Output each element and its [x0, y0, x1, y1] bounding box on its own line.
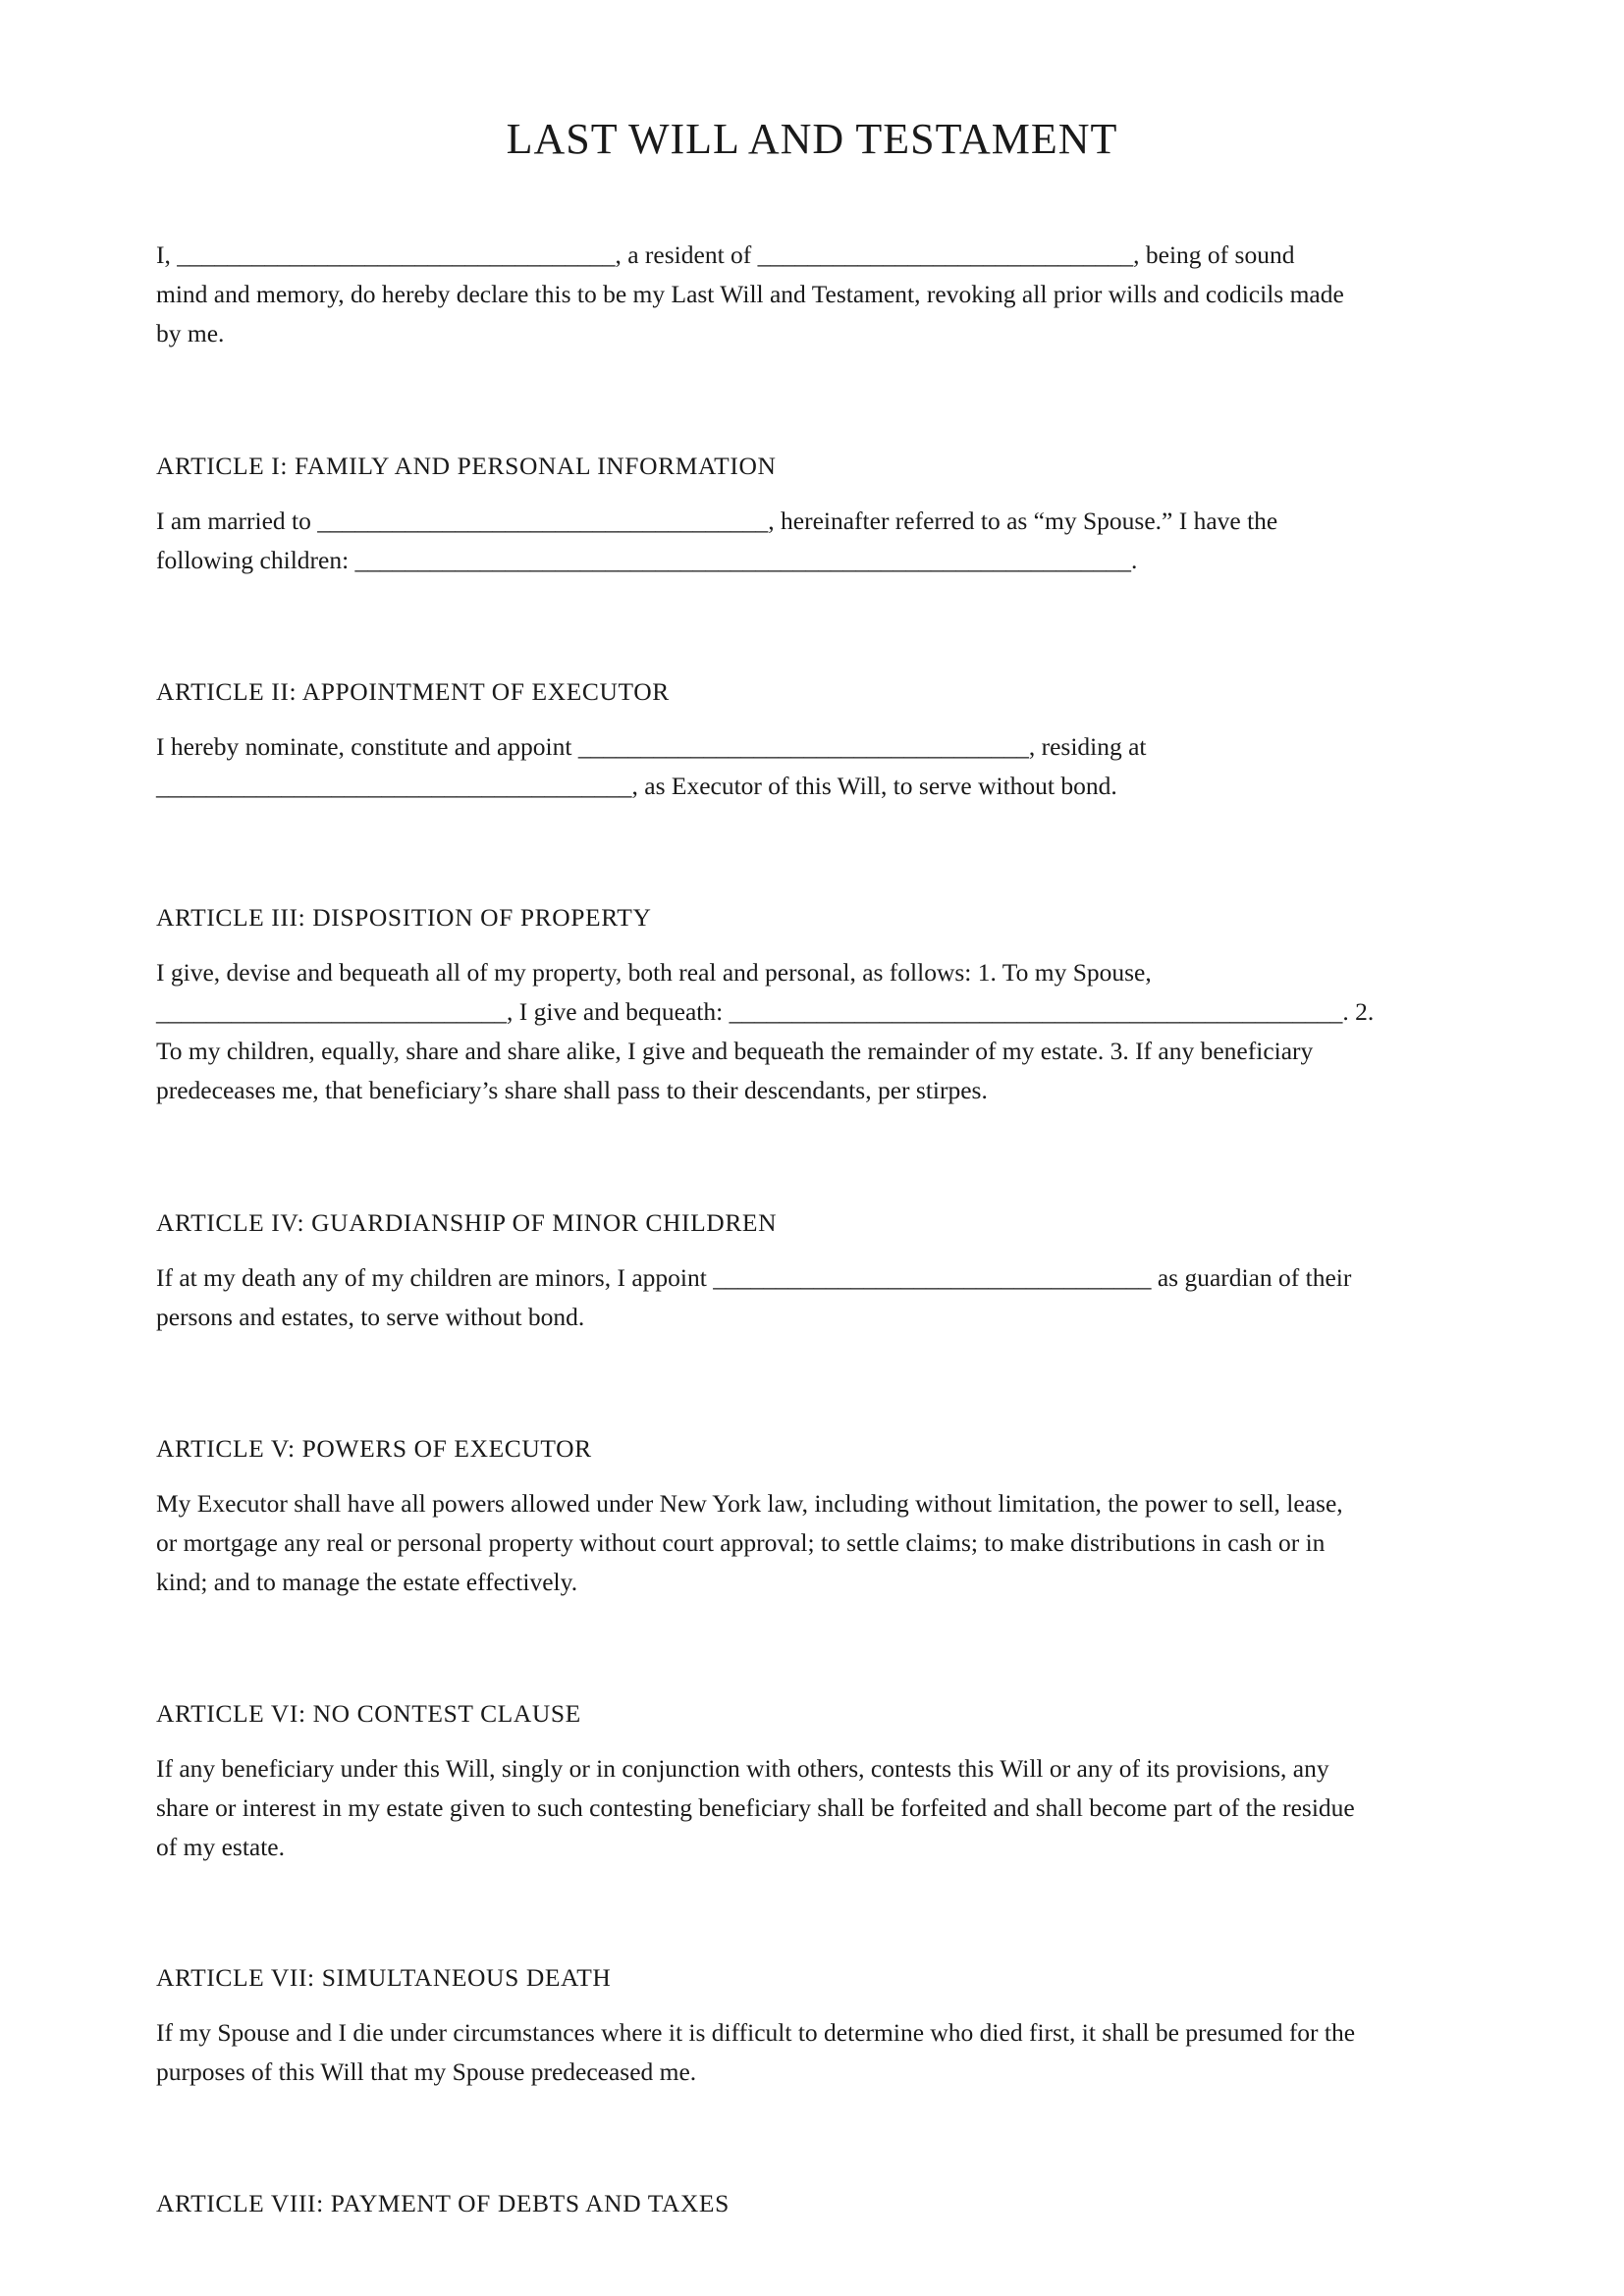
article-line: persons and estates, to serve without bond. [156, 1303, 585, 1331]
article-line: ______________________________________, as Executor of this Will, to serve without bond. [156, 772, 1117, 800]
article-line: ____________________________, I give and bequeath: _________________________________________________. 2. [156, 997, 1375, 1026]
article-line: If at my death any of my children are minors, I appoint ___________________________________ as guardian of their [156, 1263, 1352, 1292]
article-line: kind; and to manage the estate effectively. [156, 1568, 578, 1596]
article-line: I give, devise and bequeath all of my property, both real and personal, as follows: 1. To my Spouse, [156, 958, 1152, 987]
article-heading: ARTICLE VII: SIMULTANEOUS DEATH [156, 1963, 612, 1992]
article-line: To my children, equally, share and share alike, I give and bequeath the remainder of my estate. 3. If any beneficiary [156, 1037, 1314, 1065]
article-line: I am married to ____________________________________, hereinafter referred to as “my Spouse.” I have the [156, 507, 1278, 535]
article-heading: ARTICLE V: POWERS OF EXECUTOR [156, 1434, 592, 1463]
article-line: If my Spouse and I die under circumstances where it is difficult to determine who died first, it shall be presumed for the [156, 2018, 1356, 2047]
article-heading: ARTICLE II: APPOINTMENT OF EXECUTOR [156, 677, 670, 706]
article-heading: ARTICLE III: DISPOSITION OF PROPERTY [156, 903, 652, 932]
article-line: I hereby nominate, constitute and appoint ____________________________________, residing at [156, 732, 1147, 761]
intro-paragraph [156, 236, 1472, 353]
article-paragraph [156, 1749, 1472, 1867]
article-paragraph [156, 502, 1472, 580]
article-line: My Executor shall have all powers allowed under New York law, including without limitation, the power to sell, lease, [156, 1489, 1343, 1518]
document-title: LAST WILL AND TESTAMENT [506, 115, 1118, 163]
intro-line: mind and memory, do hereby declare this to be my Last Will and Testament, revoking all prior wills and codicils made [156, 280, 1344, 308]
article-line: of my estate. [156, 1833, 285, 1861]
article-paragraph [156, 1484, 1472, 1602]
article-line: or mortgage any real or personal property without court approval; to settle claims; to make distributions in cash or in [156, 1528, 1326, 1557]
article-line: following children: ______________________________________________________________. [156, 546, 1138, 574]
intro-line: I, ___________________________________, a resident of ______________________________, being of sound [156, 240, 1295, 269]
article-line: purposes of this Will that my Spouse predeceased me. [156, 2057, 697, 2086]
article-paragraph [156, 727, 1472, 806]
article-line: If any beneficiary under this Will, singly or in conjunction with others, contests this Will or any of its provisions, any [156, 1754, 1329, 1783]
article-heading: ARTICLE VIII: PAYMENT OF DEBTS AND TAXES [156, 2189, 730, 2217]
article-paragraph [156, 1258, 1472, 1337]
intro-line: by me. [156, 319, 225, 347]
article-line: share or interest in my estate given to such contesting beneficiary shall be forfeited and shall become part of the residue [156, 1793, 1355, 1822]
article-heading: ARTICLE VI: NO CONTEST CLAUSE [156, 1699, 581, 1728]
article-line: predeceases me, that beneficiary’s share shall pass to their descendants, per stirpes. [156, 1076, 988, 1104]
article-heading: ARTICLE IV: GUARDIANSHIP OF MINOR CHILDREN [156, 1208, 778, 1237]
article-paragraph [156, 2013, 1472, 2092]
article-heading: ARTICLE I: FAMILY AND PERSONAL INFORMATION [156, 452, 777, 480]
article-paragraph [156, 953, 1472, 1110]
